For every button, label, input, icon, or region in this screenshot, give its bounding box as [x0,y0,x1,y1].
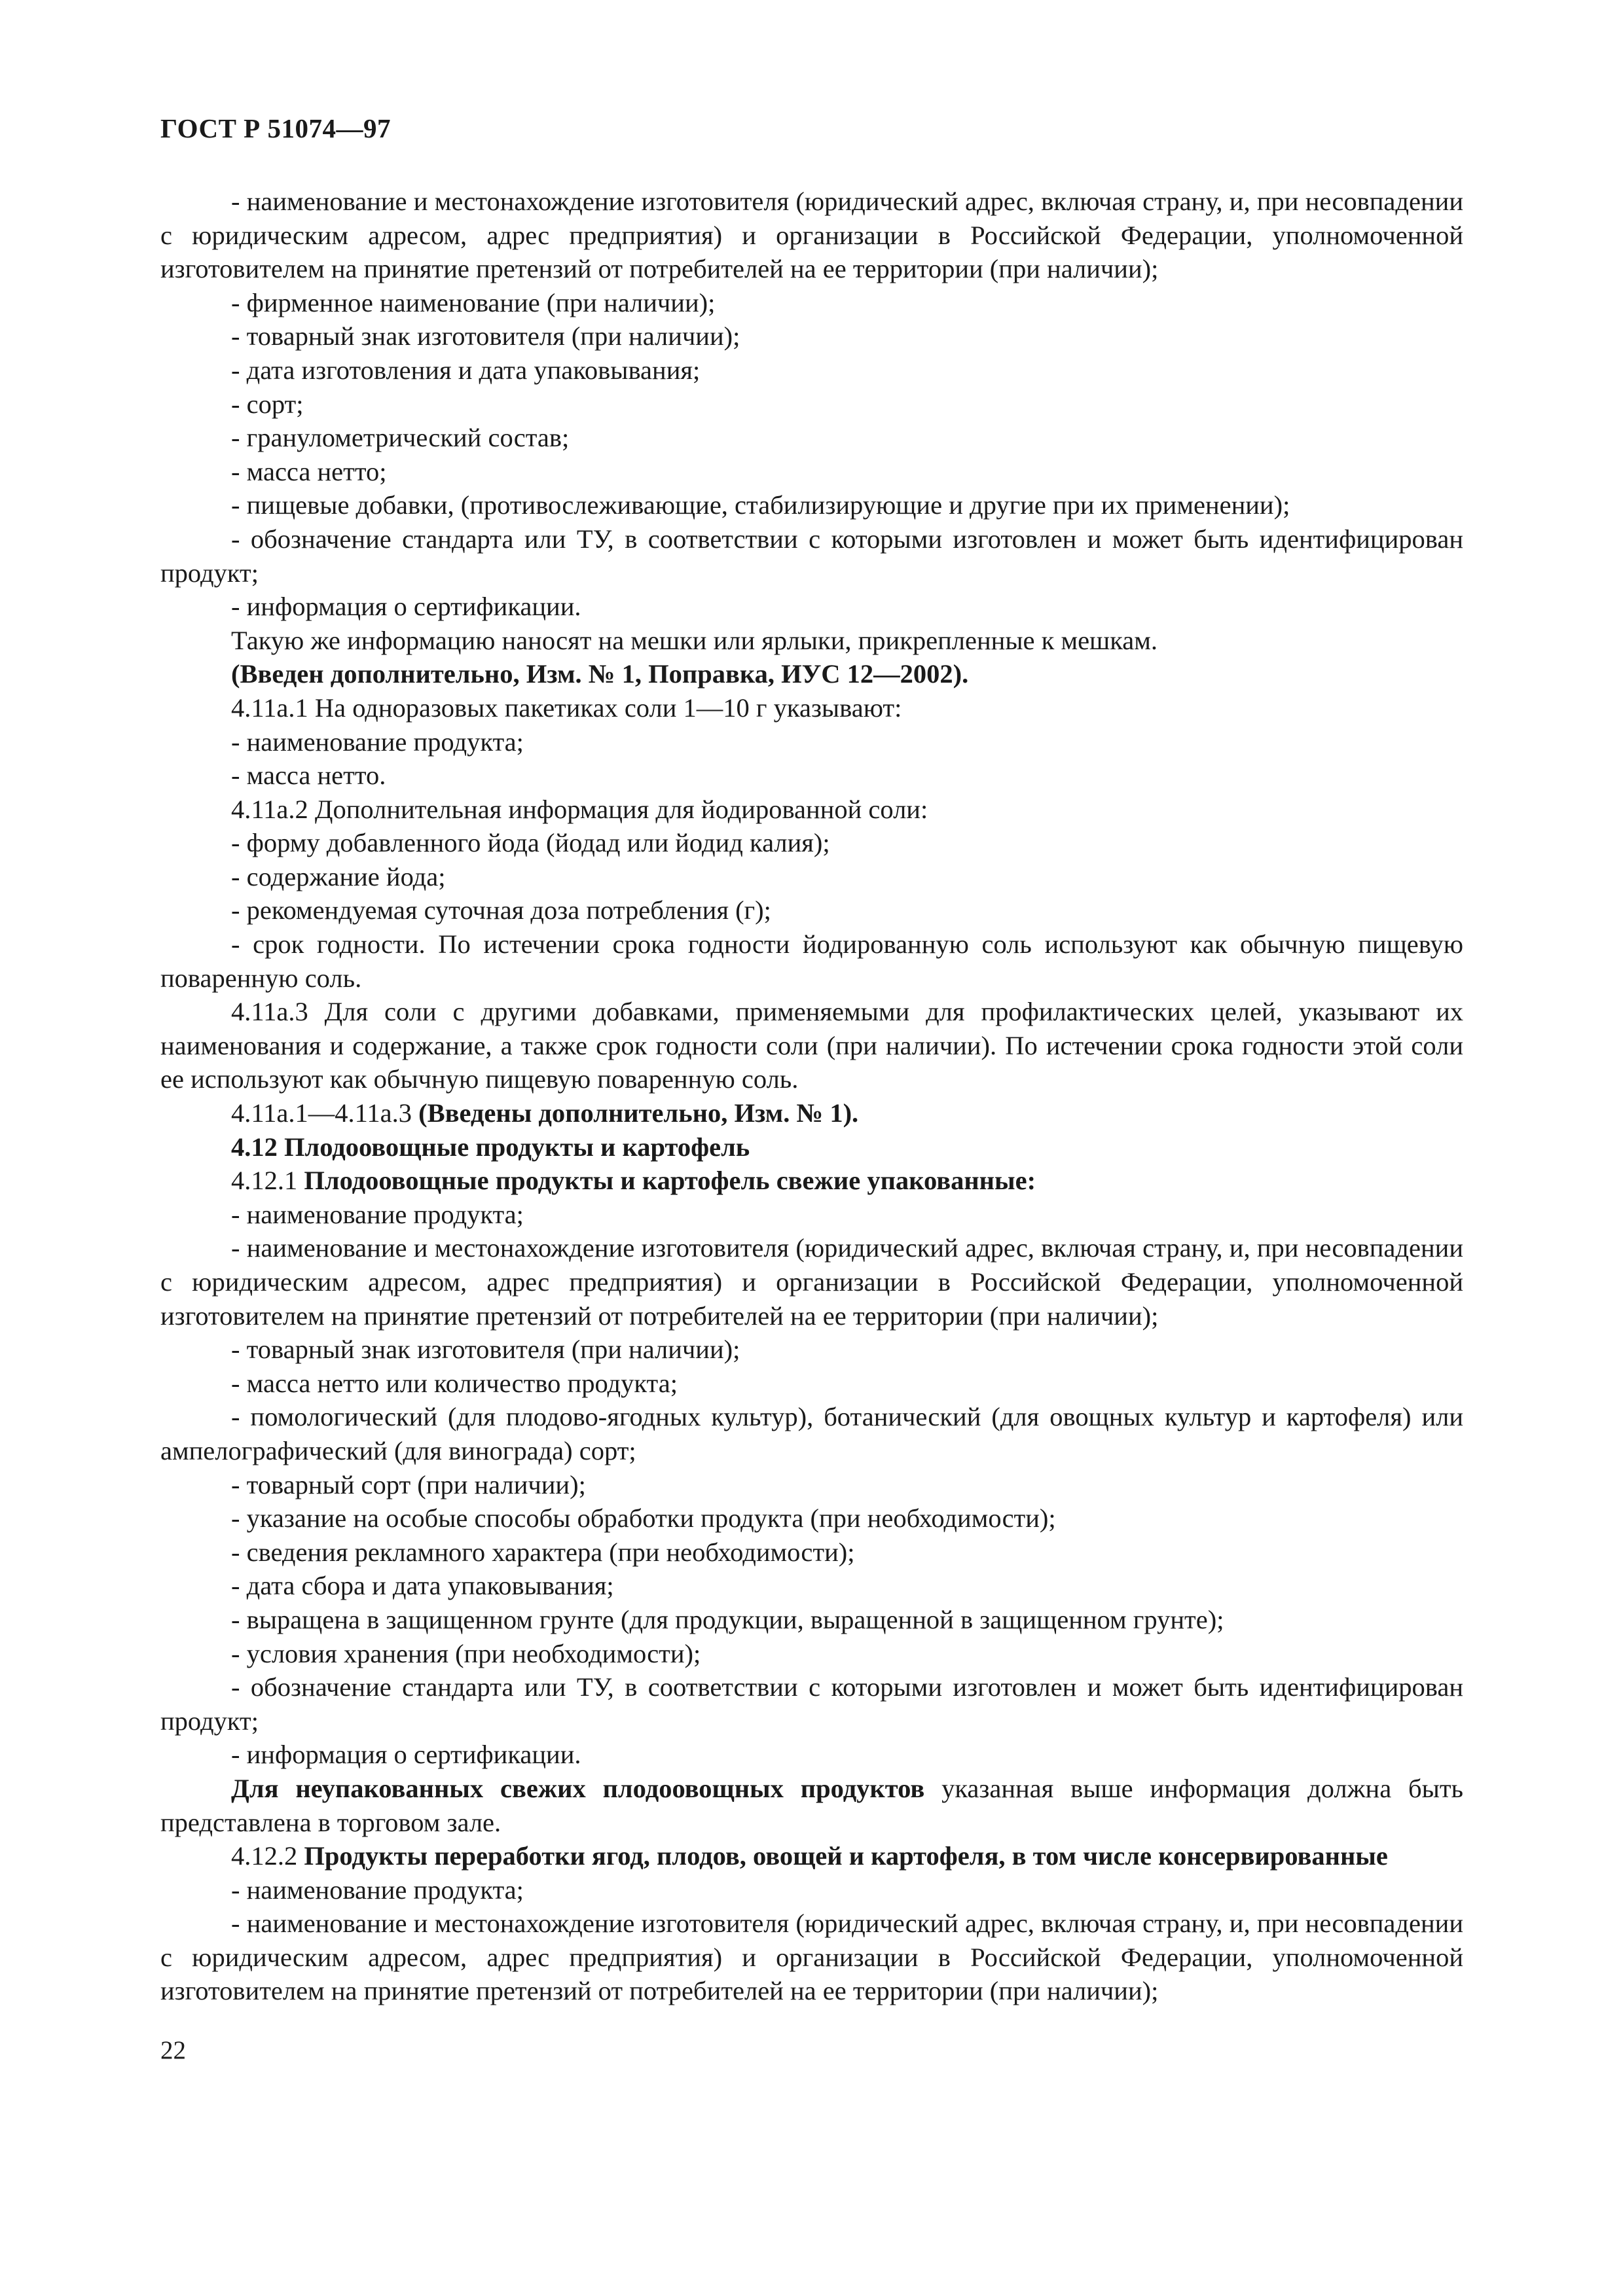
standard-code-header: ГОСТ Р 51074—97 [160,113,391,143]
clause-4-12-1: 4.12.1 Плодоовощные продукты и картофель свежие упакованные: [231,1166,1036,1196]
paragraph: - наименование и местонахождение изготовителя (юридический адрес, включая страну, и, при несовпадении с юридическим адресом, адрес предприятия) и организации в Российской Федерации, уполномоченной изготовителем на принятие претензий от потребителей на ее территории (при наличии); [160,1233,1463,1331]
paragraph: - выращена в защищенном грунте (для продукции, выращенной в защищенном грунте); [231,1604,1224,1634]
paragraph: - наименование и местонахождение изготовителя (юридический адрес, включая страну, и, при несовпадении с юридическим адресом, адрес предприятия) и организации в Российской Федерации, уполномоченной изготовителем на принятие претензий от потребителей на ее территории (при наличии); [160,187,1463,284]
paragraph: - товарный знак изготовителя (при наличии); [231,1335,740,1365]
paragraph: - масса нетто. [231,761,386,791]
clause-4-11a-1: 4.11а.1 На одноразовых пакетиках соли 1—10 г указывают: [231,692,902,723]
paragraph: - дата сбора и дата упаковывания; [231,1571,614,1601]
paragraph: - срок годности. По истечении срока годности йодированную соль используют как обычную пищевую поваренную соль. [160,929,1463,993]
paragraph: - гранулометрический состав; [231,423,570,453]
paragraph: - товарный знак изготовителя (при наличии); [231,321,740,351]
paragraph: - форму добавленного йода (йодад или йодид калия); [231,828,830,858]
paragraph: - сведения рекламного характера (при необходимости); [231,1537,855,1567]
paragraph: - информация о сертификации. [231,592,581,622]
amendment-note: 4.11а.1—4.11а.3 (Введены дополнительно, Изм. № 1). [231,1098,859,1128]
paragraph: - дата изготовления и дата упаковывания; [231,355,701,385]
paragraph: - содержание йода; [231,861,446,891]
paragraph: - обозначение стандарта или ТУ, в соответствии с которыми изготовлен и может быть идентифицирован продукт; [160,1672,1463,1736]
paragraph: - помологический (для плодово-ягодных культур), ботанический (для овощных культур и картофеля) или ампелографический (для винограда) сорт; [160,1402,1463,1465]
paragraph: - информация о сертификации. [231,1740,581,1770]
paragraph: - наименование продукта; [231,726,524,757]
paragraph: Такую же информацию наносят на мешки или ярлыки, прикрепленные к мешкам. [231,625,1158,655]
paragraph: - наименование и местонахождение изготовителя (юридический адрес, включая страну, и, при несовпадении с юридическим адресом, адрес предприятия) и организации в Российской Федерации, уполномоченной изготовителем на принятие претензий от потребителей на ее территории (при наличии); [160,1909,1463,2006]
clause-4-11a-2: 4.11а.2 Дополнительная информация для йодированной соли: [231,794,928,824]
section-heading-4-12: 4.12 Плодоовощные продукты и картофель [231,1132,750,1162]
paragraph: - товарный сорт (при наличии); [231,1469,586,1499]
paragraph: - масса нетто или количество продукта; [231,1368,678,1398]
paragraph: - обозначение стандарта или ТУ, в соответствии с которыми изготовлен и может быть идентифицирован продукт; [160,524,1463,588]
amendment-note: (Введен дополнительно, Изм. № 1, Поправка, ИУС 12—2002). [231,659,969,689]
paragraph: - наименование продукта; [231,1199,524,1229]
paragraph: - рекомендуемая суточная доза потребления (г); [231,895,771,925]
paragraph: - указание на особые способы обработки продукта (при необходимости); [231,1503,1056,1534]
paragraph: - наименование продукта; [231,1874,524,1905]
paragraph: - условия хранения (при необходимости); [231,1638,701,1668]
unpacked-products-note: Для неупакованных свежих плодоовощных продуктов указанная выше информация должна быть представлена в торговом зале. [160,1773,1463,1837]
clause-4-12-2: 4.12.2 Продукты переработки ягод, плодов, овощей и картофеля, в том числе консервированные [231,1841,1388,1871]
paragraph: - фирменное наименование (при наличии); [231,287,716,317]
paragraph: - сорт; [231,389,304,419]
paragraph: - пищевые добавки, (противослеживающие, стабилизирующие и другие при их применении); [231,490,1290,520]
paragraph: - масса нетто; [231,456,387,486]
page-body [160,185,1463,2008]
page-number: 22 [160,2036,186,2064]
clause-4-11a-3: 4.11а.3 Для соли с другими добавками, применяемыми для профилактических целей, указывают их наименования и содержание, а также срок годности соли (при наличии). По истечении срока годности этой соли ее используют как обычную пищевую поваренную соль. [160,997,1463,1094]
